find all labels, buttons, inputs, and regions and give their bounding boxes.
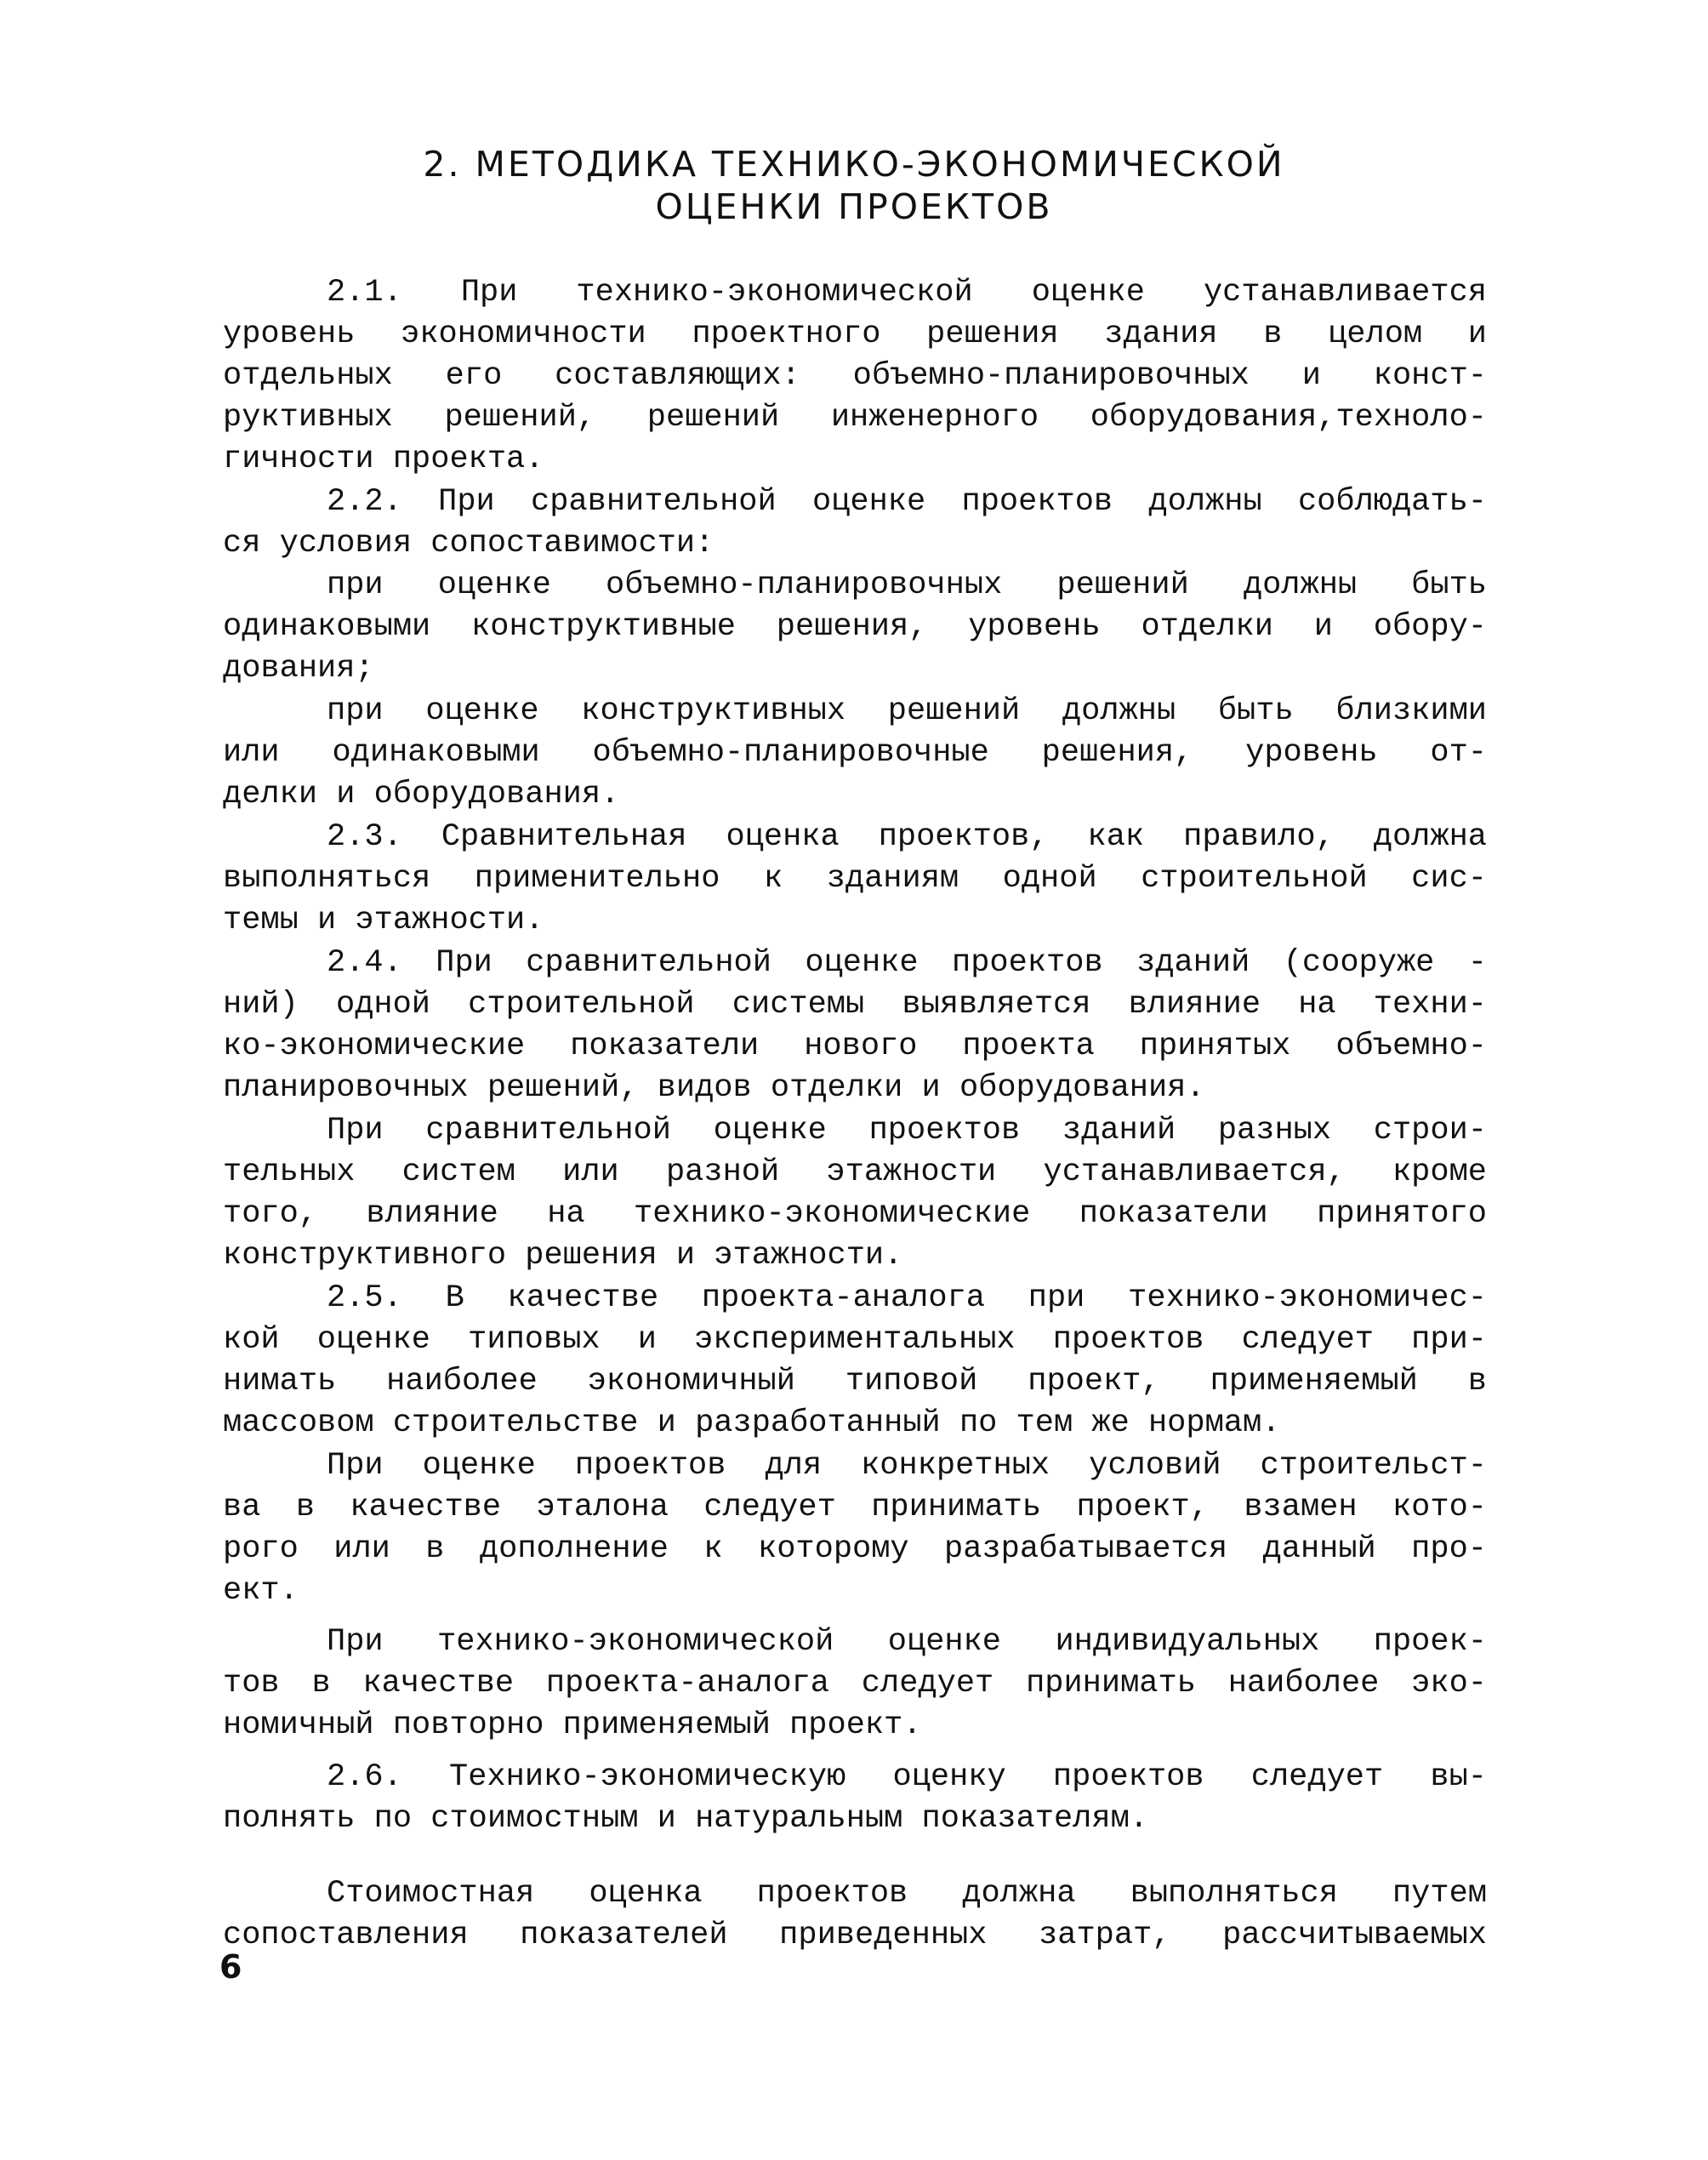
text-line: 2.1. При технико-экономической оценке устанавливается — [327, 275, 1487, 311]
text-line: уровень экономичности проектного решения здания в целом и — [223, 316, 1487, 352]
text-line: планировочных решений, видов отделки и оборудования. — [223, 1070, 1205, 1106]
text-line: руктивных решений, решений инженерного оборудования,техноло- — [223, 400, 1487, 436]
text-line: массовом строительстве и разработанный по тем же нормам. — [223, 1405, 1281, 1441]
text-line: полнять по стоимостным и натуральным показателям. — [223, 1801, 1148, 1837]
text-line: дования; — [223, 651, 374, 687]
text-line: отдельных его составляющих: объемно-планировочных и конст- — [223, 358, 1487, 394]
text-line: 2.5. В качестве проекта-аналога при технико-экономичес- — [327, 1280, 1487, 1316]
text-line: ект. — [223, 1573, 299, 1609]
text-line: сопоставления показателей приведенных затрат, рассчитываемых — [223, 1918, 1487, 1953]
page-number: 6 — [219, 1948, 242, 1986]
text-line: При оценке проектов для конкретных условий строительст- — [327, 1448, 1487, 1484]
text-line: ся условия сопоставимости: — [223, 526, 715, 561]
text-line: Стоимостная оценка проектов должна выполняться путем — [327, 1876, 1487, 1912]
text-line: кой оценке типовых и экспериментальных проектов следует при- — [223, 1322, 1487, 1358]
text-line: 2.2. При сравнительной оценке проектов должны соблюдать- — [327, 484, 1487, 520]
text-line: тельных систем или разной этажности устанавливается, кроме — [223, 1154, 1487, 1190]
text-line: гичности проекта. — [223, 442, 544, 477]
text-line: номичный повторно применяемый проект. — [223, 1707, 922, 1743]
text-line: При технико-экономической оценке индивидуальных проек- — [327, 1624, 1487, 1660]
text-line: выполняться применительно к зданиям одной строительной сис- — [223, 861, 1487, 897]
text-line: делки и оборудования. — [223, 777, 620, 812]
section-title-line-1: 2. МЕТОДИКА ТЕХНИКО-ЭКОНОМИЧЕСКОЙ — [423, 144, 1285, 185]
text-line: 2.4. При сравнительной оценке проектов зданий (сооруже - — [327, 945, 1487, 981]
text-line: 2.6. Технико-экономическую оценку проектов следует вы- — [327, 1759, 1487, 1795]
text-line: того, влияние на технико-экономические показатели принятого — [223, 1196, 1487, 1232]
text-line: 2.3. Сравнительная оценка проектов, как правило, должна — [327, 819, 1487, 855]
section-title-line-2: ОЦЕНКИ ПРОЕКТОВ — [655, 186, 1053, 227]
text-line: тов в качестве проекта-аналога следует принимать наиболее эко- — [223, 1666, 1487, 1701]
text-line: или одинаковыми объемно-планировочные решения, уровень от- — [223, 735, 1487, 771]
text-line: конструктивного решения и этажности. — [223, 1238, 903, 1274]
text-line: ва в качестве эталона следует принимать проект, взамен кото- — [223, 1490, 1487, 1525]
text-line: при оценке конструктивных решений должны быть близкими — [327, 693, 1487, 729]
text-line: ний) одной строительной системы выявляется влияние на техни- — [223, 987, 1487, 1023]
text-line: ко-экономические показатели нового проекта принятых объемно- — [223, 1029, 1487, 1064]
text-line: нимать наиболее экономичный типовой проект, применяемый в — [223, 1364, 1487, 1399]
text-line: При сравнительной оценке проектов зданий разных строи- — [327, 1113, 1487, 1148]
text-line: рого или в дополнение к которому разрабатывается данный про- — [223, 1531, 1487, 1567]
text-line: при оценке объемно-планировочных решений должны быть — [327, 567, 1487, 603]
text-line: темы и этажности. — [223, 903, 544, 938]
text-line: одинаковыми конструктивные решения, уровень отделки и обору- — [223, 609, 1487, 645]
